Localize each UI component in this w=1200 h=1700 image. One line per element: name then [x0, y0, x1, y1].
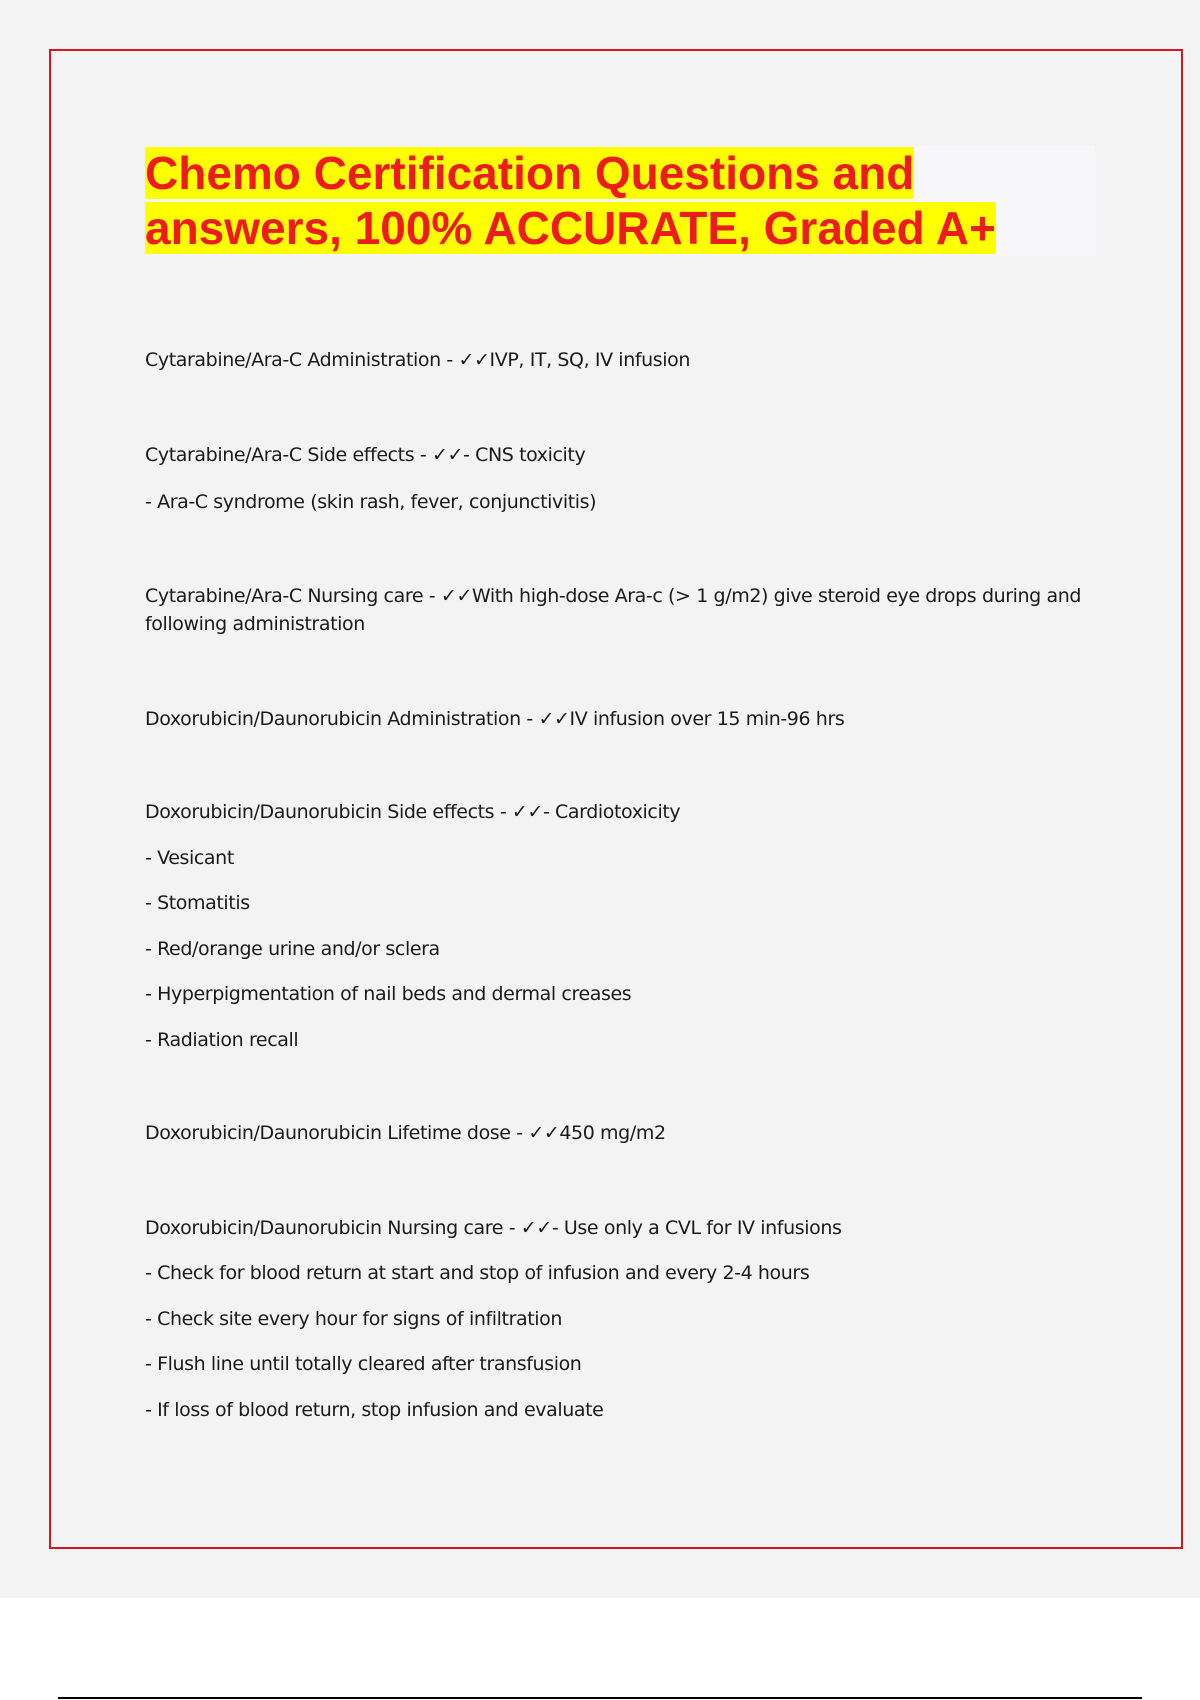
document-title [145, 146, 1095, 256]
entry-line: - Ara-C syndrome (skin rash, fever, conjunctivitis) [145, 491, 597, 513]
entry-line: - If loss of blood return, stop infusion and evaluate [145, 1399, 604, 1421]
entry-line: Doxorubicin/Daunorubicin Side effects - ✓✓- Cardiotoxicity [145, 801, 681, 823]
title-line-1: Chemo Certification Questions and [145, 147, 915, 199]
entry-line: - Stomatitis [145, 892, 250, 914]
bottom-divider [58, 1697, 1142, 1699]
entry-line: Doxorubicin/Daunorubicin Administration - ✓✓IV infusion over 15 min-96 hrs [145, 708, 845, 730]
entry-line: - Radiation recall [145, 1029, 299, 1051]
entry-line: Doxorubicin/Daunorubicin Nursing care - ✓✓- Use only a CVL for IV infusions [145, 1217, 842, 1239]
title-block [145, 146, 1095, 256]
entry-line: - Vesicant [145, 847, 234, 869]
entry-line: - Check site every hour for signs of infiltration [145, 1308, 563, 1330]
entry-line: following administration [145, 613, 365, 635]
title-line-2: answers, 100% ACCURATE, Graded A+ [145, 202, 996, 254]
entry-line: Doxorubicin/Daunorubicin Lifetime dose - ✓✓450 mg/m2 [145, 1122, 666, 1144]
entry-line: - Hyperpigmentation of nail beds and dermal creases [145, 983, 632, 1005]
entry-line: Cytarabine/Ara-C Side effects - ✓✓- CNS toxicity [145, 444, 586, 466]
entry-line: Cytarabine/Ara-C Nursing care - ✓✓With high-dose Ara-c (> 1 g/m2) give steroid eye drops during and [145, 585, 1082, 607]
entry-line: - Red/orange urine and/or sclera [145, 938, 440, 960]
entry-line: - Check for blood return at start and stop of infusion and every 2-4 hours [145, 1262, 810, 1284]
entry-line: Cytarabine/Ara-C Administration - ✓✓IVP, IT, SQ, IV infusion [145, 349, 691, 371]
entry-line: - Flush line until totally cleared after transfusion [145, 1353, 582, 1375]
